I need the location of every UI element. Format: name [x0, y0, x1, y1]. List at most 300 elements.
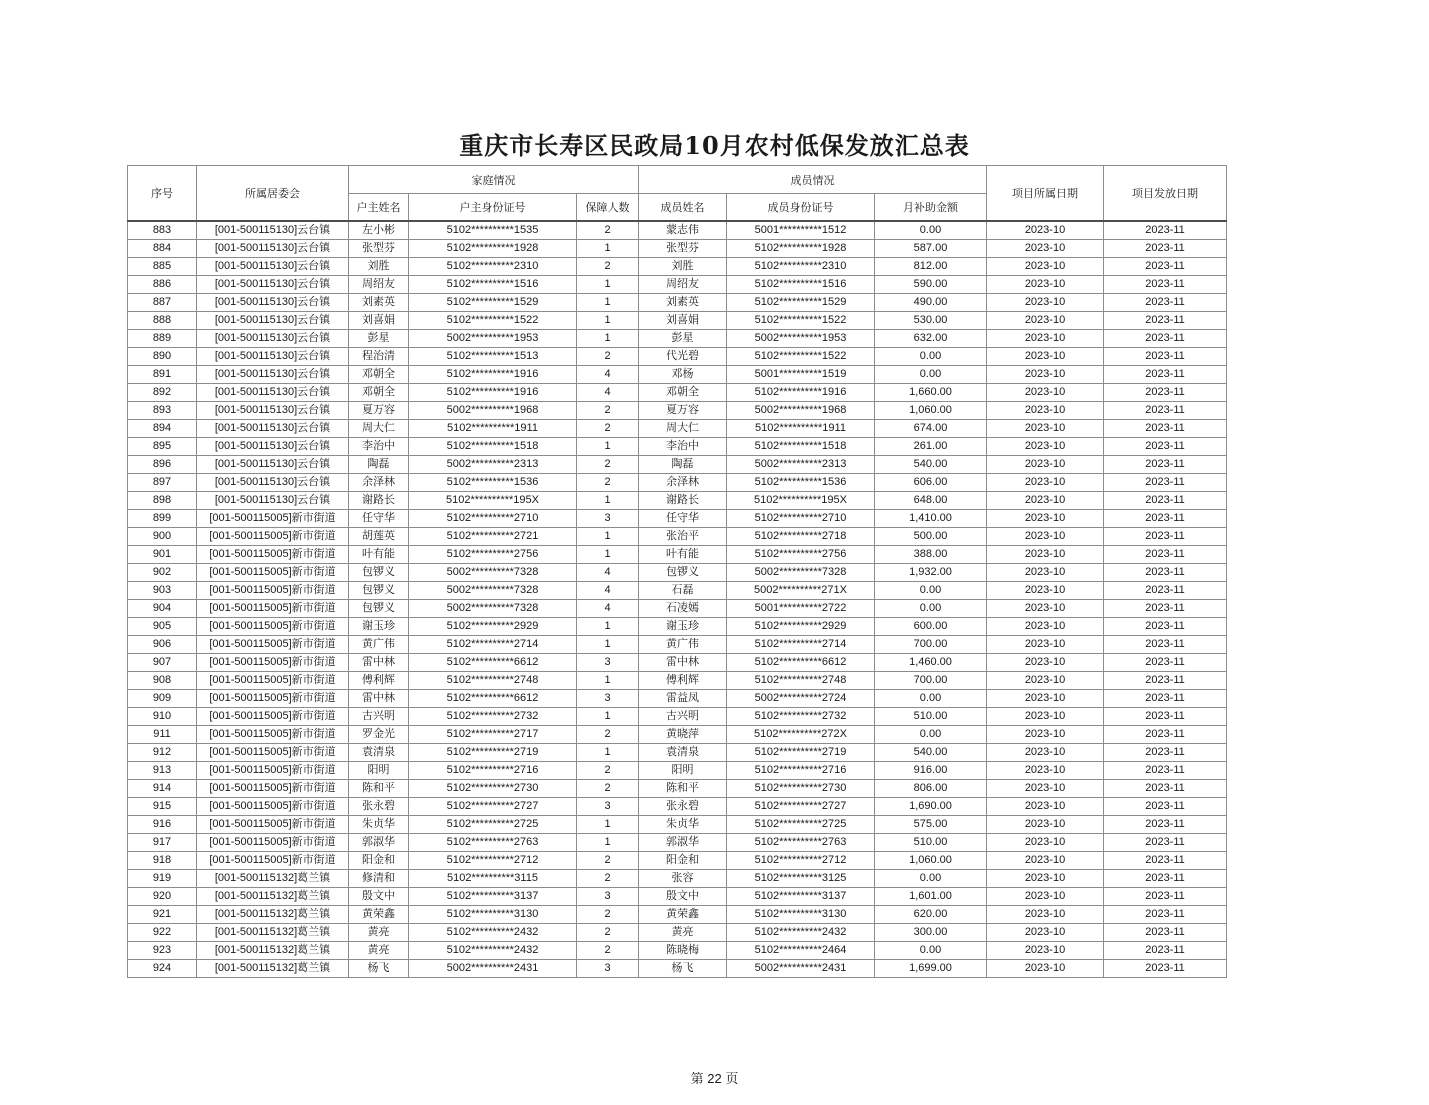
cell-issue-month: 2023-11	[1104, 834, 1227, 852]
cell-committee: [001-500115130]云台镇	[197, 492, 349, 510]
cell-subsidy: 1,932.00	[875, 564, 987, 582]
cell-project-month: 2023-10	[987, 221, 1104, 240]
cell-serial: 905	[128, 618, 197, 636]
cell-committee: [001-500115005]新市街道	[197, 600, 349, 618]
cell-head-name: 谢路长	[349, 492, 409, 510]
cell-subsidy: 590.00	[875, 276, 987, 294]
cell-serial: 919	[128, 870, 197, 888]
cell-committee: [001-500115132]葛兰镇	[197, 960, 349, 978]
table-row	[128, 402, 1227, 420]
cell-subsidy: 0.00	[875, 221, 987, 240]
cell-issue-month: 2023-11	[1104, 258, 1227, 276]
cell-serial: 900	[128, 528, 197, 546]
cell-member-name: 石凌嫣	[639, 600, 727, 618]
cell-member-id: 5002**********1953	[727, 330, 875, 348]
cell-head-name: 罗金光	[349, 726, 409, 744]
cell-member-name: 代光碧	[639, 348, 727, 366]
cell-issue-month: 2023-11	[1104, 870, 1227, 888]
cell-head-id: 5002**********7328	[409, 582, 577, 600]
cell-member-id: 5002**********2724	[727, 690, 875, 708]
cell-member-name: 余泽林	[639, 474, 727, 492]
cell-committee: [001-500115130]云台镇	[197, 456, 349, 474]
cell-head-name: 刘胜	[349, 258, 409, 276]
cell-insured-count: 1	[577, 708, 639, 726]
cell-insured-count: 3	[577, 690, 639, 708]
cell-head-name: 殷文中	[349, 888, 409, 906]
cell-head-id: 5102**********3137	[409, 888, 577, 906]
table-row	[128, 636, 1227, 654]
cell-subsidy: 0.00	[875, 690, 987, 708]
table-row	[128, 456, 1227, 474]
cell-committee: [001-500115005]新市街道	[197, 654, 349, 672]
cell-project-month: 2023-10	[987, 528, 1104, 546]
table-row	[128, 618, 1227, 636]
cell-issue-month: 2023-11	[1104, 744, 1227, 762]
cell-issue-month: 2023-11	[1104, 221, 1227, 240]
cell-head-name: 陈和平	[349, 780, 409, 798]
cell-insured-count: 1	[577, 546, 639, 564]
cell-insured-count: 1	[577, 636, 639, 654]
cell-subsidy: 0.00	[875, 870, 987, 888]
cell-committee: [001-500115130]云台镇	[197, 221, 349, 240]
cell-head-id: 5102**********1518	[409, 438, 577, 456]
cell-member-name: 雷益凤	[639, 690, 727, 708]
cell-head-name: 傅利辉	[349, 672, 409, 690]
cell-member-name: 雷中林	[639, 654, 727, 672]
cell-project-month: 2023-10	[987, 384, 1104, 402]
cell-issue-month: 2023-11	[1104, 456, 1227, 474]
table-row	[128, 366, 1227, 384]
cell-serial: 904	[128, 600, 197, 618]
cell-member-name: 黄广伟	[639, 636, 727, 654]
cell-committee: [001-500115005]新市街道	[197, 510, 349, 528]
cell-subsidy: 540.00	[875, 456, 987, 474]
cell-head-id: 5102**********6612	[409, 654, 577, 672]
cell-head-name: 包锣义	[349, 564, 409, 582]
cell-committee: [001-500115130]云台镇	[197, 438, 349, 456]
cell-issue-month: 2023-11	[1104, 672, 1227, 690]
cell-member-name: 陈晓梅	[639, 942, 727, 960]
cell-serial: 890	[128, 348, 197, 366]
cell-member-id: 5102**********2464	[727, 942, 875, 960]
cell-project-month: 2023-10	[987, 798, 1104, 816]
cell-project-month: 2023-10	[987, 654, 1104, 672]
cell-serial: 894	[128, 420, 197, 438]
cell-head-name: 彭星	[349, 330, 409, 348]
cell-member-name: 张永碧	[639, 798, 727, 816]
cell-member-name: 阳明	[639, 762, 727, 780]
cell-member-id: 5102**********2719	[727, 744, 875, 762]
cell-head-id: 5102**********2730	[409, 780, 577, 798]
cell-insured-count: 2	[577, 726, 639, 744]
cell-serial: 913	[128, 762, 197, 780]
cell-head-id: 5102**********2929	[409, 618, 577, 636]
cell-member-name: 石磊	[639, 582, 727, 600]
cell-serial: 895	[128, 438, 197, 456]
cell-head-id: 5102**********2717	[409, 726, 577, 744]
cell-head-name: 雷中林	[349, 690, 409, 708]
cell-subsidy: 1,060.00	[875, 402, 987, 420]
cell-project-month: 2023-10	[987, 888, 1104, 906]
cell-member-name: 张治平	[639, 528, 727, 546]
cell-issue-month: 2023-11	[1104, 330, 1227, 348]
cell-issue-month: 2023-11	[1104, 402, 1227, 420]
cell-committee: [001-500115130]云台镇	[197, 240, 349, 258]
cell-member-id: 5102**********3130	[727, 906, 875, 924]
cell-insured-count: 2	[577, 420, 639, 438]
cell-project-month: 2023-10	[987, 474, 1104, 492]
cell-issue-month: 2023-11	[1104, 312, 1227, 330]
cell-insured-count: 2	[577, 870, 639, 888]
cell-serial: 906	[128, 636, 197, 654]
cell-member-name: 朱贞华	[639, 816, 727, 834]
cell-head-name: 黄广伟	[349, 636, 409, 654]
cell-head-id: 5102**********2714	[409, 636, 577, 654]
cell-head-id: 5102**********2725	[409, 816, 577, 834]
cell-serial: 920	[128, 888, 197, 906]
subsidy-summary-table	[127, 165, 1227, 978]
cell-head-name: 周大仁	[349, 420, 409, 438]
cell-member-name: 陈和平	[639, 780, 727, 798]
cell-head-name: 谢玉珍	[349, 618, 409, 636]
cell-insured-count: 2	[577, 780, 639, 798]
cell-subsidy: 648.00	[875, 492, 987, 510]
cell-head-id: 5102**********1535	[409, 221, 577, 240]
cell-issue-month: 2023-11	[1104, 888, 1227, 906]
cell-head-name: 黄亮	[349, 924, 409, 942]
table-row	[128, 906, 1227, 924]
cell-member-name: 张型芬	[639, 240, 727, 258]
cell-member-id: 5102**********1928	[727, 240, 875, 258]
cell-head-name: 阳金和	[349, 852, 409, 870]
col-group-family: 家庭情况	[349, 166, 639, 194]
cell-issue-month: 2023-11	[1104, 726, 1227, 744]
cell-issue-month: 2023-11	[1104, 546, 1227, 564]
cell-serial: 887	[128, 294, 197, 312]
cell-head-name: 夏万容	[349, 402, 409, 420]
cell-head-id: 5102**********3115	[409, 870, 577, 888]
cell-member-id: 5102**********2714	[727, 636, 875, 654]
cell-issue-month: 2023-11	[1104, 564, 1227, 582]
cell-member-id: 5001**********1512	[727, 221, 875, 240]
cell-head-name: 邓朝全	[349, 366, 409, 384]
cell-member-name: 殷文中	[639, 888, 727, 906]
cell-subsidy: 0.00	[875, 726, 987, 744]
cell-member-name: 夏万容	[639, 402, 727, 420]
cell-head-id: 5102**********2310	[409, 258, 577, 276]
col-header-issue-month: 项目发放日期	[1104, 166, 1227, 222]
cell-subsidy: 261.00	[875, 438, 987, 456]
cell-serial: 892	[128, 384, 197, 402]
cell-committee: [001-500115005]新市街道	[197, 618, 349, 636]
cell-insured-count: 2	[577, 474, 639, 492]
cell-project-month: 2023-10	[987, 276, 1104, 294]
cell-member-name: 彭星	[639, 330, 727, 348]
cell-serial: 922	[128, 924, 197, 942]
cell-head-id: 5102**********2727	[409, 798, 577, 816]
col-header-member-id: 成员身份证号	[727, 194, 875, 222]
cell-issue-month: 2023-11	[1104, 438, 1227, 456]
cell-serial: 915	[128, 798, 197, 816]
cell-committee: [001-500115005]新市街道	[197, 780, 349, 798]
cell-project-month: 2023-10	[987, 726, 1104, 744]
table-row	[128, 240, 1227, 258]
cell-insured-count: 4	[577, 564, 639, 582]
cell-member-id: 5102**********2712	[727, 852, 875, 870]
cell-subsidy: 500.00	[875, 528, 987, 546]
cell-project-month: 2023-10	[987, 834, 1104, 852]
cell-insured-count: 4	[577, 366, 639, 384]
cell-member-id: 5102**********2725	[727, 816, 875, 834]
table-row	[128, 582, 1227, 600]
cell-project-month: 2023-10	[987, 330, 1104, 348]
cell-serial: 908	[128, 672, 197, 690]
cell-committee: [001-500115130]云台镇	[197, 420, 349, 438]
cell-head-name: 左小彬	[349, 221, 409, 240]
cell-head-name: 修清和	[349, 870, 409, 888]
cell-member-id: 5102**********2727	[727, 798, 875, 816]
cell-member-name: 刘素英	[639, 294, 727, 312]
cell-member-name: 傅利辉	[639, 672, 727, 690]
cell-head-id: 5102**********1916	[409, 384, 577, 402]
cell-insured-count: 1	[577, 240, 639, 258]
cell-issue-month: 2023-11	[1104, 924, 1227, 942]
cell-serial: 899	[128, 510, 197, 528]
cell-subsidy: 632.00	[875, 330, 987, 348]
cell-committee: [001-500115005]新市街道	[197, 834, 349, 852]
cell-serial: 918	[128, 852, 197, 870]
cell-head-name: 古兴明	[349, 708, 409, 726]
cell-committee: [001-500115005]新市街道	[197, 528, 349, 546]
cell-member-name: 陶磊	[639, 456, 727, 474]
cell-member-id: 5102**********2432	[727, 924, 875, 942]
cell-committee: [001-500115005]新市街道	[197, 546, 349, 564]
cell-insured-count: 1	[577, 672, 639, 690]
cell-insured-count: 2	[577, 906, 639, 924]
table-header	[128, 166, 1227, 222]
cell-head-id: 5102**********1536	[409, 474, 577, 492]
cell-head-id: 5102**********2719	[409, 744, 577, 762]
cell-member-id: 5102**********2763	[727, 834, 875, 852]
cell-project-month: 2023-10	[987, 924, 1104, 942]
cell-insured-count: 3	[577, 888, 639, 906]
cell-subsidy: 1,410.00	[875, 510, 987, 528]
cell-project-month: 2023-10	[987, 636, 1104, 654]
cell-head-id: 5002**********2431	[409, 960, 577, 978]
cell-issue-month: 2023-11	[1104, 690, 1227, 708]
cell-committee: [001-500115005]新市街道	[197, 852, 349, 870]
cell-member-id: 5001**********2722	[727, 600, 875, 618]
table-row	[128, 762, 1227, 780]
cell-member-name: 叶有能	[639, 546, 727, 564]
cell-subsidy: 530.00	[875, 312, 987, 330]
cell-member-id: 5102**********3125	[727, 870, 875, 888]
cell-insured-count: 1	[577, 834, 639, 852]
cell-issue-month: 2023-11	[1104, 348, 1227, 366]
cell-head-id: 5102**********1516	[409, 276, 577, 294]
cell-member-id: 5002**********2431	[727, 960, 875, 978]
cell-member-id: 5002**********271X	[727, 582, 875, 600]
cell-serial: 888	[128, 312, 197, 330]
cell-committee: [001-500115005]新市街道	[197, 690, 349, 708]
cell-serial: 911	[128, 726, 197, 744]
cell-insured-count: 2	[577, 221, 639, 240]
cell-member-name: 刘胜	[639, 258, 727, 276]
cell-issue-month: 2023-11	[1104, 510, 1227, 528]
cell-head-name: 张永碧	[349, 798, 409, 816]
cell-serial: 921	[128, 906, 197, 924]
page-title: 重庆市长寿区民政局10月农村低保发放汇总表	[459, 131, 970, 160]
cell-committee: [001-500115005]新市街道	[197, 816, 349, 834]
cell-head-id: 5002**********7328	[409, 600, 577, 618]
table-row	[128, 564, 1227, 582]
cell-head-id: 5102**********2748	[409, 672, 577, 690]
cell-subsidy: 575.00	[875, 816, 987, 834]
cell-member-id: 5102**********2716	[727, 762, 875, 780]
cell-head-id: 5102**********3130	[409, 906, 577, 924]
cell-insured-count: 1	[577, 528, 639, 546]
cell-subsidy: 600.00	[875, 618, 987, 636]
cell-member-name: 阳金和	[639, 852, 727, 870]
table-row	[128, 744, 1227, 762]
cell-subsidy: 674.00	[875, 420, 987, 438]
cell-head-name: 陶磊	[349, 456, 409, 474]
cell-head-name: 刘素英	[349, 294, 409, 312]
cell-member-name: 袁清泉	[639, 744, 727, 762]
cell-project-month: 2023-10	[987, 564, 1104, 582]
col-header-serial: 序号	[128, 166, 197, 222]
cell-head-name: 李治中	[349, 438, 409, 456]
table-row	[128, 420, 1227, 438]
cell-head-id: 5102**********2716	[409, 762, 577, 780]
cell-head-id: 5102**********2432	[409, 942, 577, 960]
col-header-subsidy: 月补助金额	[875, 194, 987, 222]
cell-project-month: 2023-10	[987, 870, 1104, 888]
table-row	[128, 546, 1227, 564]
cell-head-name: 刘喜娟	[349, 312, 409, 330]
cell-insured-count: 3	[577, 654, 639, 672]
table-row	[128, 870, 1227, 888]
cell-project-month: 2023-10	[987, 906, 1104, 924]
cell-subsidy: 300.00	[875, 924, 987, 942]
cell-issue-month: 2023-11	[1104, 240, 1227, 258]
cell-head-id: 5102**********1928	[409, 240, 577, 258]
cell-committee: [001-500115130]云台镇	[197, 348, 349, 366]
cell-member-id: 5102**********1522	[727, 348, 875, 366]
cell-serial: 923	[128, 942, 197, 960]
cell-committee: [001-500115132]葛兰镇	[197, 942, 349, 960]
cell-member-id: 5102**********1911	[727, 420, 875, 438]
table-row	[128, 276, 1227, 294]
col-group-member: 成员情况	[639, 166, 987, 194]
cell-project-month: 2023-10	[987, 294, 1104, 312]
col-header-member-name: 成员姓名	[639, 194, 727, 222]
cell-insured-count: 2	[577, 402, 639, 420]
cell-issue-month: 2023-11	[1104, 636, 1227, 654]
table-row	[128, 258, 1227, 276]
cell-project-month: 2023-10	[987, 960, 1104, 978]
cell-committee: [001-500115132]葛兰镇	[197, 906, 349, 924]
cell-head-id: 5102**********2732	[409, 708, 577, 726]
table-row	[128, 726, 1227, 744]
cell-issue-month: 2023-11	[1104, 600, 1227, 618]
header-group-row	[128, 166, 1227, 194]
cell-head-name: 黄亮	[349, 942, 409, 960]
cell-head-name: 包锣义	[349, 582, 409, 600]
cell-insured-count: 2	[577, 258, 639, 276]
cell-member-id: 5102**********2730	[727, 780, 875, 798]
cell-member-id: 5102**********2929	[727, 618, 875, 636]
cell-project-month: 2023-10	[987, 258, 1104, 276]
cell-head-name: 张型芬	[349, 240, 409, 258]
table-row	[128, 600, 1227, 618]
cell-head-id: 5102**********1911	[409, 420, 577, 438]
col-header-insured-count: 保障人数	[577, 194, 639, 222]
table-row	[128, 348, 1227, 366]
cell-member-id: 5102**********2718	[727, 528, 875, 546]
cell-committee: [001-500115130]云台镇	[197, 402, 349, 420]
cell-member-name: 黄荣鑫	[639, 906, 727, 924]
cell-head-name: 任守华	[349, 510, 409, 528]
cell-project-month: 2023-10	[987, 618, 1104, 636]
cell-insured-count: 1	[577, 492, 639, 510]
cell-committee: [001-500115005]新市街道	[197, 708, 349, 726]
cell-subsidy: 812.00	[875, 258, 987, 276]
cell-committee: [001-500115130]云台镇	[197, 366, 349, 384]
cell-serial: 883	[128, 221, 197, 240]
cell-member-name: 邓杨	[639, 366, 727, 384]
cell-head-id: 5102**********2432	[409, 924, 577, 942]
cell-serial: 924	[128, 960, 197, 978]
cell-head-name: 朱贞华	[349, 816, 409, 834]
cell-committee: [001-500115130]云台镇	[197, 474, 349, 492]
cell-subsidy: 700.00	[875, 636, 987, 654]
cell-subsidy: 916.00	[875, 762, 987, 780]
cell-subsidy: 0.00	[875, 600, 987, 618]
cell-member-name: 杨飞	[639, 960, 727, 978]
table-row	[128, 474, 1227, 492]
cell-issue-month: 2023-11	[1104, 762, 1227, 780]
cell-project-month: 2023-10	[987, 546, 1104, 564]
cell-member-name: 李治中	[639, 438, 727, 456]
cell-committee: [001-500115130]云台镇	[197, 330, 349, 348]
cell-serial: 909	[128, 690, 197, 708]
cell-serial: 886	[128, 276, 197, 294]
cell-head-id: 5102**********6612	[409, 690, 577, 708]
cell-head-name: 程治清	[349, 348, 409, 366]
cell-insured-count: 1	[577, 312, 639, 330]
cell-member-name: 张容	[639, 870, 727, 888]
cell-issue-month: 2023-11	[1104, 798, 1227, 816]
cell-committee: [001-500115005]新市街道	[197, 582, 349, 600]
cell-member-id: 5102**********2756	[727, 546, 875, 564]
cell-issue-month: 2023-11	[1104, 492, 1227, 510]
cell-subsidy: 1,690.00	[875, 798, 987, 816]
cell-issue-month: 2023-11	[1104, 276, 1227, 294]
table-row	[128, 942, 1227, 960]
col-header-head-id: 户主身份证号	[409, 194, 577, 222]
cell-project-month: 2023-10	[987, 942, 1104, 960]
cell-project-month: 2023-10	[987, 600, 1104, 618]
cell-head-name: 雷中林	[349, 654, 409, 672]
cell-member-id: 5102**********2732	[727, 708, 875, 726]
cell-subsidy: 0.00	[875, 582, 987, 600]
cell-issue-month: 2023-11	[1104, 474, 1227, 492]
cell-subsidy: 510.00	[875, 708, 987, 726]
cell-committee: [001-500115132]葛兰镇	[197, 870, 349, 888]
cell-head-id: 5002**********1968	[409, 402, 577, 420]
cell-committee: [001-500115130]云台镇	[197, 258, 349, 276]
